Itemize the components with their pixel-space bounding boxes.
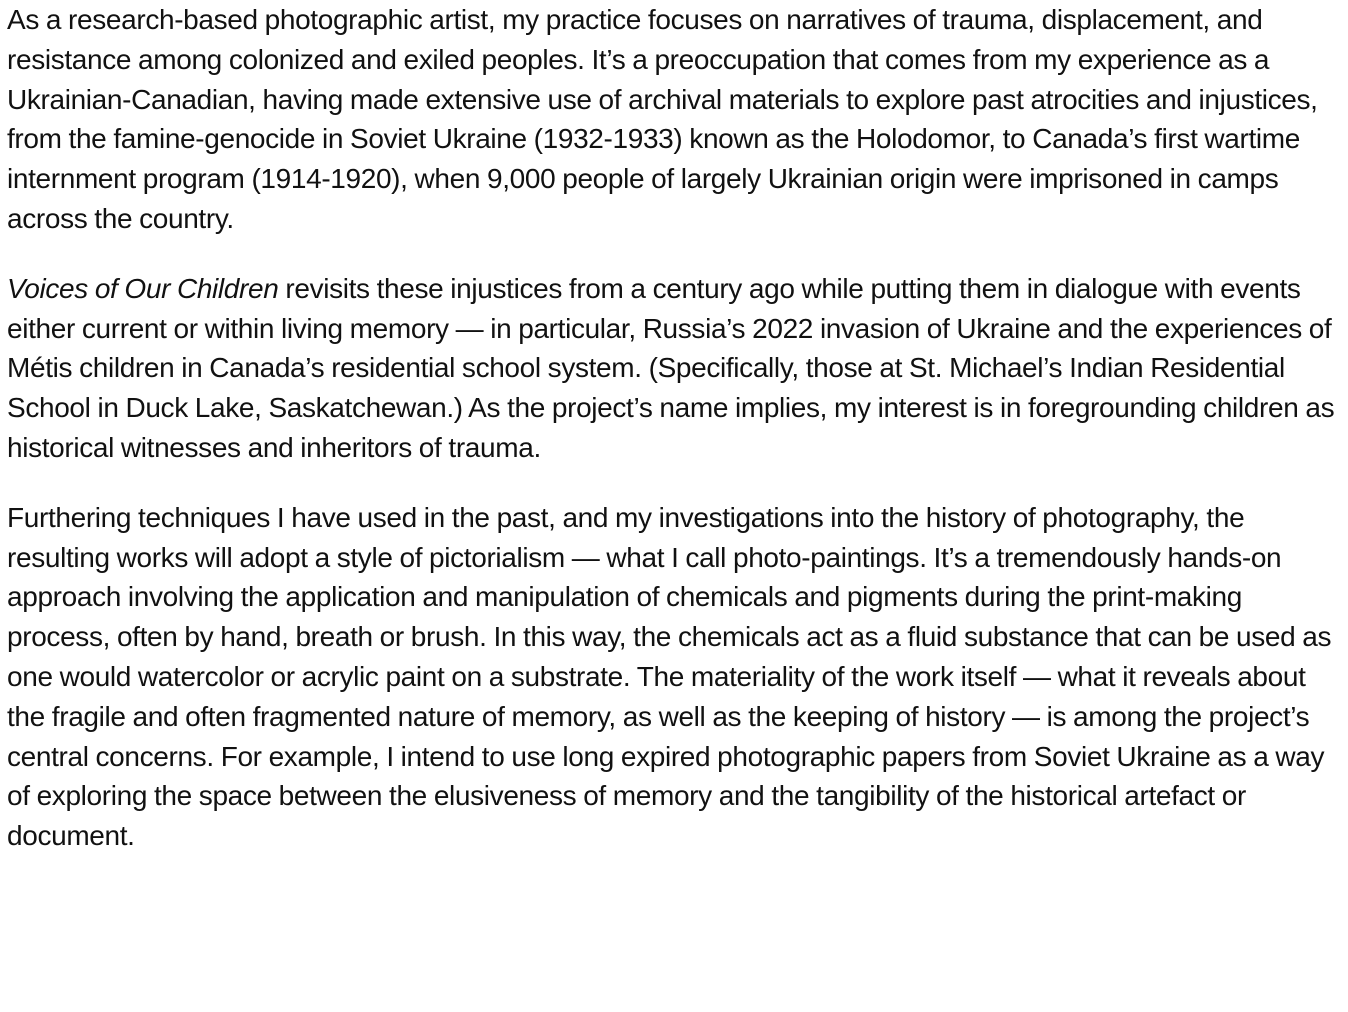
paragraph-project (7, 269, 1337, 468)
paragraph-practice (7, 0, 1337, 239)
paragraph-project-text: revisits these injustices from a century ago while putting them in dialogue with events either current or within living memory — in particular, Russia’s 2022 invasion of Ukraine and the experiences of Métis children in Canada’s residential school system. (Specifically, those at St. Michael’s Indian Residential School in Duck Lake, Saskatchewan.) As the project’s name implies, my interest is in foregrounding children as historical witnesses and inheritors of trauma. (7, 272, 1335, 463)
project-title: Voices of Our Children (7, 272, 279, 304)
article-body (7, 0, 1337, 856)
paragraph-practice-text: As a research-based photographic artist, my practice focuses on narratives of trauma, displacement, and resistance among colonized and exiled peoples. It’s a preoccupation that comes from my experience as a Ukrainian-Canadian, having made extensive use of archival materials to explore past atrocities and injustices, from the famine-genocide in Soviet Ukraine (1932-1933) known as the Holodomor, to Canada’s first wartime internment program (1914-1920), when 9,000 people of largely Ukrainian origin were imprisoned in camps across the country. (7, 4, 1318, 234)
paragraph-technique (7, 498, 1337, 856)
paragraph-technique-text: Furthering techniques I have used in the past, and my investigations into the history of photography, the resulting works will adopt a style of pictorialism — what I call photo-paintings. It’s a tremendously hands-on approach involving the application and manipulation of chemicals and pigments during the print-making process, often by hand, breath or brush. In this way, the chemicals act as a fluid substance that can be used as one would watercolor or acrylic paint on a substrate. The materiality of the work itself — what it reveals about the fragile and often fragmented nature of memory, as well as the keeping of history — is among the project’s central concerns. For example, I intend to use long expired photographic papers from Soviet Ukraine as a way of exploring the space between the elusiveness of memory and the tangibility of the historical artefact or document. (7, 501, 1332, 852)
